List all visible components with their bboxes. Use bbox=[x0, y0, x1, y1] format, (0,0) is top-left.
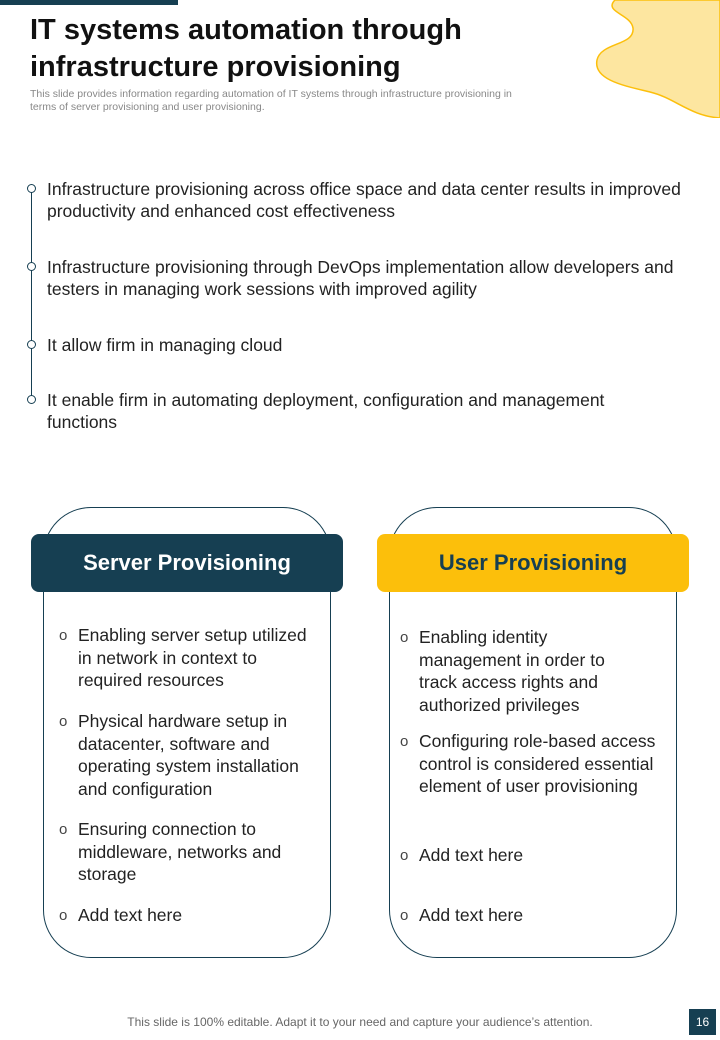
server-item bbox=[59, 710, 323, 800]
user-item bbox=[400, 844, 664, 867]
user-item bbox=[400, 730, 664, 798]
user-item bbox=[400, 626, 644, 716]
bullet-item: Infrastructure provisioning through DevOps implementation allow developers and testers in managing work sessions with improved agility bbox=[47, 257, 674, 299]
server-item-text: Add text here bbox=[78, 905, 183, 925]
bullet-marker: o bbox=[59, 713, 68, 730]
server-provisioning-header: Server Provisioning bbox=[31, 534, 343, 592]
timeline-dot bbox=[27, 340, 36, 349]
bullet-marker: o bbox=[400, 629, 409, 646]
user-item-text: Add text here bbox=[419, 845, 524, 865]
bullet-marker: o bbox=[400, 907, 409, 924]
bullet-marker: o bbox=[400, 733, 409, 750]
server-item-text: Enabling server setup utilized in network in context to required resources bbox=[78, 625, 307, 690]
footer-note: This slide is 100% editable. Adapt it to your need and capture your audience’s attention. bbox=[127, 1015, 593, 1029]
server-item bbox=[59, 818, 298, 886]
page-number: 16 bbox=[689, 1009, 716, 1035]
top-accent-bar bbox=[0, 0, 178, 5]
server-item bbox=[59, 624, 323, 692]
user-item bbox=[400, 904, 664, 927]
slide-subtitle: This slide provides information regarding automation of IT systems through infrastructure provisioning in terms of server provisioning and user provisioning. bbox=[30, 88, 512, 113]
bullet-item: It enable firm in automating deployment, configuration and management functions bbox=[47, 390, 605, 432]
timeline-dot bbox=[27, 395, 36, 404]
bullet-marker: o bbox=[59, 627, 68, 644]
user-item-text: Add text here bbox=[419, 905, 524, 925]
bullet-marker: o bbox=[59, 821, 68, 838]
user-item-text: Enabling identity management in order to track access rights and authorized privileges bbox=[419, 627, 605, 715]
slide-title: IT systems automation through infrastructure provisioning bbox=[30, 14, 462, 83]
user-item-text: Configuring role-based access control is considered essential element of user provisioning bbox=[419, 731, 656, 796]
decorative-blob-shape bbox=[595, 0, 720, 118]
bullet-item: Infrastructure provisioning across office space and data center results in improved productivity and enhanced cost effectiveness bbox=[47, 179, 681, 221]
server-item-text: Physical hardware setup in datacenter, software and operating system installation and configuration bbox=[78, 711, 299, 799]
bullet-item: It allow firm in managing cloud bbox=[47, 335, 283, 355]
server-item bbox=[59, 904, 323, 927]
bullet-marker: o bbox=[59, 907, 68, 924]
user-provisioning-header: User Provisioning bbox=[377, 534, 689, 592]
timeline-dot bbox=[27, 184, 36, 193]
bullet-timeline-line bbox=[31, 188, 32, 400]
server-item-text: Ensuring connection to middleware, networks and storage bbox=[78, 819, 282, 884]
timeline-dot bbox=[27, 262, 36, 271]
bullet-marker: o bbox=[400, 847, 409, 864]
